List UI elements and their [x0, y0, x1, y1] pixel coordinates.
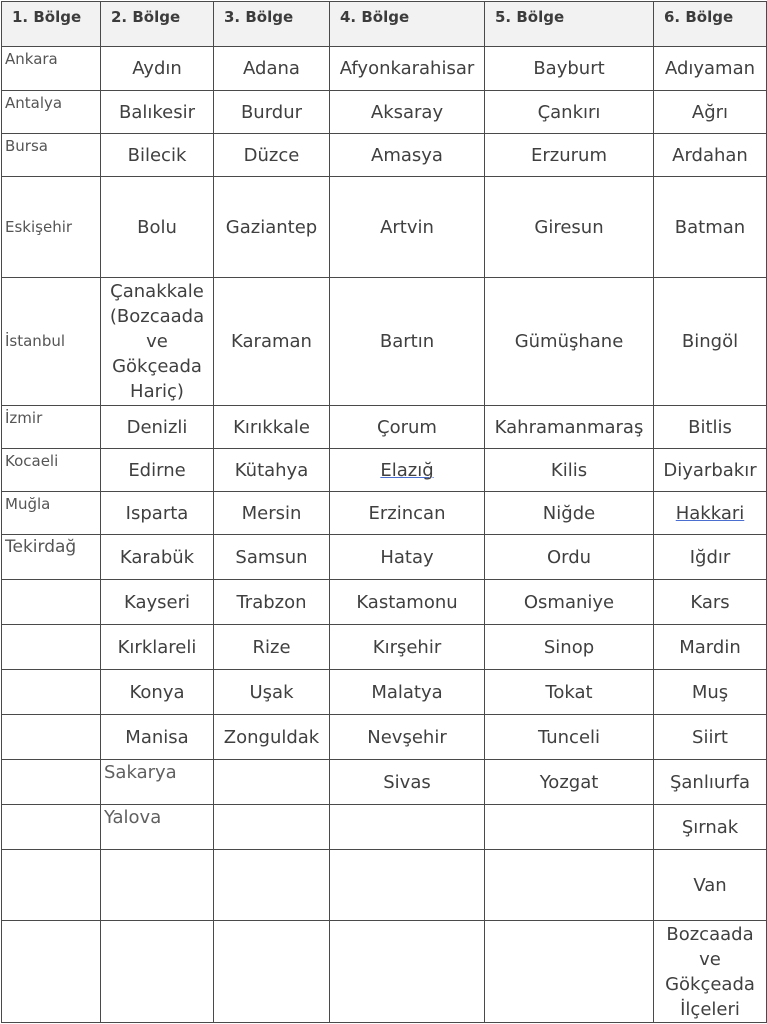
table-cell [2, 921, 101, 1023]
underlined-text: Elazığ [380, 459, 434, 481]
table-cell: Kütahya [214, 449, 330, 492]
table-cell: Osmaniye [485, 580, 654, 625]
table-cell [2, 670, 101, 715]
table-cell: Eskişehir [2, 177, 101, 278]
table-row [2, 670, 767, 715]
table-cell: İstanbul [2, 278, 101, 406]
table-cell: Erzincan [330, 492, 485, 535]
table-row [2, 805, 767, 850]
table-cell: Samsun [214, 535, 330, 580]
table-cell: Diyarbakır [654, 449, 767, 492]
table-cell: Gaziantep [214, 177, 330, 278]
table-cell: Amasya [330, 134, 485, 177]
table-cell: Yalova [101, 805, 214, 850]
table-cell [2, 850, 101, 921]
table-cell: Isparta [101, 492, 214, 535]
table-cell: Edirne [101, 449, 214, 492]
table-cell: Şanlıurfa [654, 760, 767, 805]
table-cell: Mersin [214, 492, 330, 535]
table-cell [101, 850, 214, 921]
table-cell [330, 805, 485, 850]
table-row [2, 921, 767, 1023]
table-cell: Tunceli [485, 715, 654, 760]
table-cell: Ağrı [654, 91, 767, 134]
table-cell: Aksaray [330, 91, 485, 134]
table-cell [485, 850, 654, 921]
table-cell: Burdur [214, 91, 330, 134]
table-row [2, 449, 767, 492]
header-cell: 3. Bölge [214, 2, 330, 47]
table-cell: Adıyaman [654, 47, 767, 91]
header-cell: 1. Bölge [2, 2, 101, 47]
table-cell: Kilis [485, 449, 654, 492]
table-cell: Hatay [330, 535, 485, 580]
table-cell: Kocaeli [2, 449, 101, 492]
table-cell: Gümüşhane [485, 278, 654, 406]
table-cell: Tekirdağ [2, 535, 101, 580]
table-cell [214, 850, 330, 921]
table-row [2, 177, 767, 278]
table-cell: Konya [101, 670, 214, 715]
underlined-text: Hakkari [675, 502, 745, 524]
table-cell: Bingöl [654, 278, 767, 406]
table-cell: Çanakkale (Bozcaada ve Gökçeada Hariç) [101, 278, 214, 406]
table-cell: Bartın [330, 278, 485, 406]
table-cell: Zonguldak [214, 715, 330, 760]
table-cell [2, 580, 101, 625]
table-cell: Muğla [2, 492, 101, 535]
table-cell: Düzce [214, 134, 330, 177]
table-cell: Denizli [101, 406, 214, 449]
table-row [2, 406, 767, 449]
table-cell: Bozcaada ve Gökçeada İlçeleri [654, 921, 767, 1023]
table-cell: Malatya [330, 670, 485, 715]
table-cell [330, 449, 485, 492]
table-cell: Sinop [485, 625, 654, 670]
table-row [2, 580, 767, 625]
table-cell: Artvin [330, 177, 485, 278]
table-cell: Sakarya [101, 760, 214, 805]
table-cell: Tokat [485, 670, 654, 715]
table-cell: Çorum [330, 406, 485, 449]
table-cell: Muş [654, 670, 767, 715]
table-cell: Manisa [101, 715, 214, 760]
table-cell: Giresun [485, 177, 654, 278]
table-row [2, 535, 767, 580]
table-row [2, 134, 767, 177]
table-row [2, 625, 767, 670]
table-cell: Ankara [2, 47, 101, 91]
table-cell: Bitlis [654, 406, 767, 449]
table-cell: Karaman [214, 278, 330, 406]
header-cell: 4. Bölge [330, 2, 485, 47]
table-cell: Ordu [485, 535, 654, 580]
table-cell: Aydın [101, 47, 214, 91]
table-cell: Yozgat [485, 760, 654, 805]
table-cell [2, 625, 101, 670]
header-cell: 5. Bölge [485, 2, 654, 47]
table-cell [2, 715, 101, 760]
table-cell: Van [654, 850, 767, 921]
table-cell [330, 850, 485, 921]
table-row [2, 47, 767, 91]
table-cell: Bursa [2, 134, 101, 177]
table-cell: Kahramanmaraş [485, 406, 654, 449]
table-cell: Kırşehir [330, 625, 485, 670]
table-cell [654, 492, 767, 535]
table-cell [330, 921, 485, 1023]
table-cell: Erzurum [485, 134, 654, 177]
table-cell: Bolu [101, 177, 214, 278]
table-row [2, 760, 767, 805]
table-row [2, 850, 767, 921]
table-cell: Karabük [101, 535, 214, 580]
table-cell: Kars [654, 580, 767, 625]
table-cell [2, 805, 101, 850]
table-cell: Ardahan [654, 134, 767, 177]
table-cell: Mardin [654, 625, 767, 670]
table-cell: Afyonkarahisar [330, 47, 485, 91]
table-cell: Kırıkkale [214, 406, 330, 449]
table-cell: Niğde [485, 492, 654, 535]
table-cell: Nevşehir [330, 715, 485, 760]
table-cell: Kırklareli [101, 625, 214, 670]
table-cell: Bilecik [101, 134, 214, 177]
table-cell: Balıkesir [101, 91, 214, 134]
header-row [2, 2, 767, 47]
table-cell [485, 805, 654, 850]
table-row [2, 91, 767, 134]
table-cell: İzmir [2, 406, 101, 449]
table-cell [214, 921, 330, 1023]
table-cell: Adana [214, 47, 330, 91]
table-cell [214, 760, 330, 805]
table-cell [485, 921, 654, 1023]
header-cell: 6. Bölge [654, 2, 767, 47]
table-cell: Antalya [2, 91, 101, 134]
table-row [2, 278, 767, 406]
table-cell: Iğdır [654, 535, 767, 580]
table-cell [2, 760, 101, 805]
table-cell: Kastamonu [330, 580, 485, 625]
table-cell: Rize [214, 625, 330, 670]
table-cell: Bayburt [485, 47, 654, 91]
table-cell: Batman [654, 177, 767, 278]
table-row [2, 715, 767, 760]
table-cell: Uşak [214, 670, 330, 715]
table-cell [214, 805, 330, 850]
table-cell: Siirt [654, 715, 767, 760]
header-cell: 2. Bölge [101, 2, 214, 47]
table-cell: Çankırı [485, 91, 654, 134]
table-cell: Sivas [330, 760, 485, 805]
table-row [2, 492, 767, 535]
table-cell [101, 921, 214, 1023]
table-cell: Trabzon [214, 580, 330, 625]
regions-table [1, 1, 767, 1023]
table-cell: Kayseri [101, 580, 214, 625]
table-cell: Şırnak [654, 805, 767, 850]
